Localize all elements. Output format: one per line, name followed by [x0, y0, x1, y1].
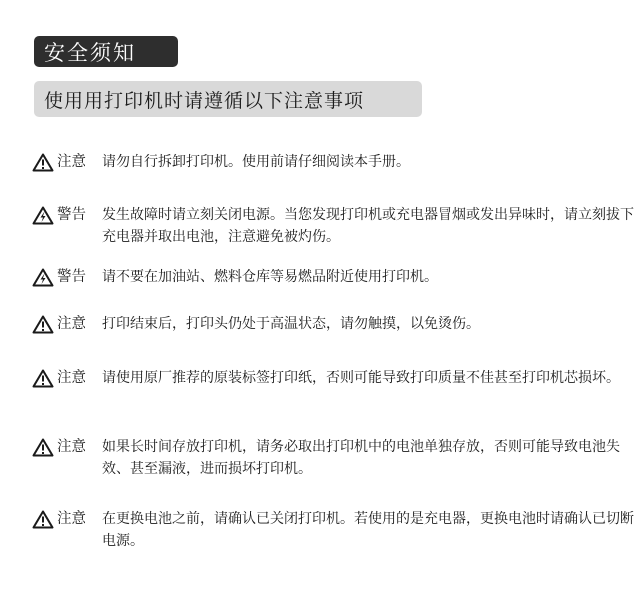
notice-tag — [32, 368, 86, 388]
notice-tag — [32, 205, 86, 225]
high-voltage-warning-icon — [32, 268, 54, 287]
notice-tag — [32, 267, 86, 287]
notice-text: 请勿自行拆卸打印机。使用前请仔细阅读本手册。 — [102, 154, 410, 170]
warning-icon — [32, 510, 54, 529]
notice-tag — [32, 509, 86, 529]
notice-text: 发生故障时请立刻关闭电源。当您发现打印机或充电器冒烟或发出异味时，请立刻拔下充电器并取出电池，注意避免被灼伤。 — [102, 207, 634, 245]
notice-level: 注意 — [57, 316, 86, 332]
notice-tag — [32, 152, 86, 172]
notice-level: 警告 — [57, 207, 86, 223]
notice-level: 注意 — [57, 370, 86, 386]
notice-text: 如果长时间存放打印机，请务必取出打印机中的电池单独存放，否则可能导致电池失效、甚至漏液，进而损坏打印机。 — [102, 439, 620, 477]
warning-icon — [32, 153, 54, 172]
notice-level: 警告 — [57, 269, 86, 285]
notice-text: 请使用原厂推荐的原装标签打印纸，否则可能导致打印质量不佳甚至打印机芯损坏。 — [102, 370, 620, 386]
warning-icon — [32, 315, 54, 334]
notice-text: 在更换电池之前，请确认已关闭打印机。若使用的是充电器，更换电池时请确认已切断电源。 — [102, 511, 634, 549]
warning-icon — [32, 369, 54, 388]
notice-level: 注意 — [57, 511, 86, 527]
section-subtitle: 使用用打印机时请遵循以下注意事项 — [34, 81, 422, 117]
warning-icon — [32, 438, 54, 457]
notice-text: 打印结束后，打印头仍处于高温状态，请勿触摸，以免烫伤。 — [102, 316, 480, 332]
notice-level: 注意 — [57, 439, 86, 455]
notice-tag — [32, 437, 86, 457]
notice-text: 请不要在加油站、燃料仓库等易燃品附近使用打印机。 — [102, 269, 438, 285]
notice-level: 注意 — [57, 154, 86, 170]
high-voltage-warning-icon — [32, 206, 54, 225]
page-title: 安全须知 — [34, 36, 178, 67]
notice-tag — [32, 314, 86, 334]
